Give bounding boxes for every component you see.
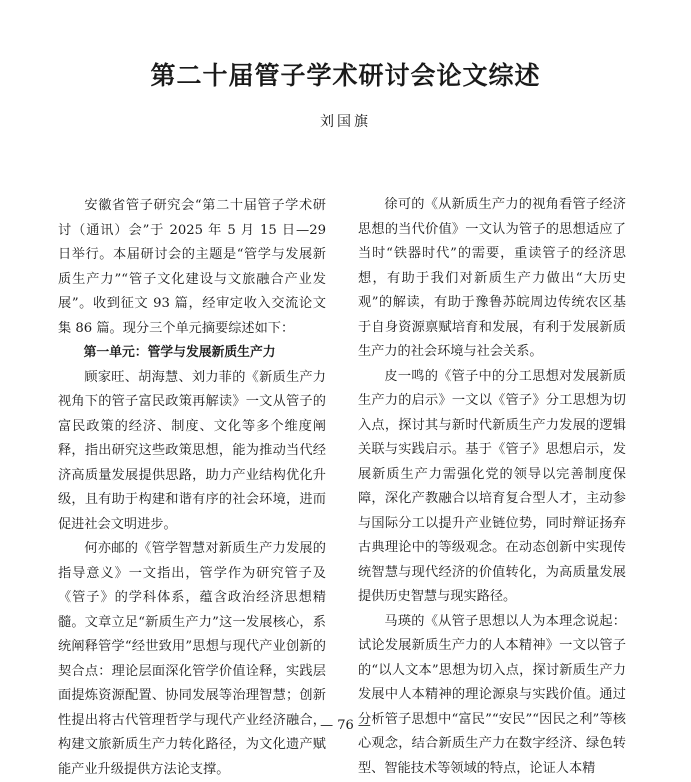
paragraph: 何亦邮的《管学智慧对新质生产力发展的指导意义》一文指出，管学作为研究管子及《管子》的学科体系，蕴含政治经济思想精髓。文章立足“新质生产力”这一发展核心，系统阐释管学“经世致用”思想与现代产业创新的契合点：理论层面深化管学价值诠释，实践层面提炼资源配置、协同发展等治理智慧；创新性提出将古代管理哲学与现代产业经济融合，构建文旅新质生产力转化路径，为文化遗产赋能产业升级提供方法论支撑。 xyxy=(58,541,326,777)
paragraph: 徐可的《从新质生产力的视角看管子经济思想的当代价值》一文认为管子的思想适应了当时“铁器时代”的需要，重读管子的经济思想，有助于我们对新质生产力做出“大历史观”的解读，有助于豫鲁苏皖周边传统农区基于自身资源禀赋培育和发展，有利于发展新质生产力的社会环境与社会关系。 xyxy=(358,197,626,359)
paragraph: 皮一鸣的《管子中的分工思想对发展新质生产力的启示》一文以《管子》分工思想为切入点，探讨其与新时代新质生产力发展的逻辑关联与实践启示。基于《管子》思想启示，发展新质生产力需强化党的领导以完善制度保障，深化产教融合以培育复合型人才，主动参与国际分工以提升产业链位势，同时辩证扬弃古典理论中的等级观念。在动态创新中实现传统智慧与现代经济的价值转化，为高质量发展提供历史智慧与现实路径。 xyxy=(358,368,626,604)
paragraph: 顾家旺、胡海慧、刘力菲的《新质生产力视角下的管子富民政策再解读》一文从管子的富民政策的经济、制度、文化等多个维度阐释，指出研究这些政策思想，能为推动当代经济高质量发展提供思路，助力产业结构优化升级，且有助于构建和谐有序的社会环境，进而促进社会文明进步。 xyxy=(58,369,326,532)
section-heading: 第一单元：管学与发展新质生产力 xyxy=(83,345,276,360)
paragraph: 马瑛的《从管子思想以人为本理念说起：试论发展新质生产力的人本精神》一文以管子的“以人文本”思想为切入点，探讨新质生产力发展中人本精神的理论源泉与实践价值。通过分析管子思想中“富民”“安民”“因民之利”等核心观念，结合新质生产力在数字经济、绿色转型、智能技术等领域的特点，论证人本精 xyxy=(358,613,626,776)
paragraph: 安徽省管子研究会“第二十届管子学术研讨（通讯）会”于 2025 年 5 月 15 日—29 日举行。本届研讨会的主题是“管学与发展新质生产力”“管子文化建设与文旅融合产业发展”。收到征文 93 篇，经审定收入交流论文集 86 篇。现分三个单元摘要综述如下： xyxy=(58,198,326,336)
left-column xyxy=(58,194,326,782)
article-author: 刘国旗 xyxy=(320,114,371,130)
page-number: — 76 — xyxy=(320,718,371,733)
article-title: 第二十届管子学术研讨会论文综述 xyxy=(150,61,541,90)
right-column xyxy=(358,193,626,781)
